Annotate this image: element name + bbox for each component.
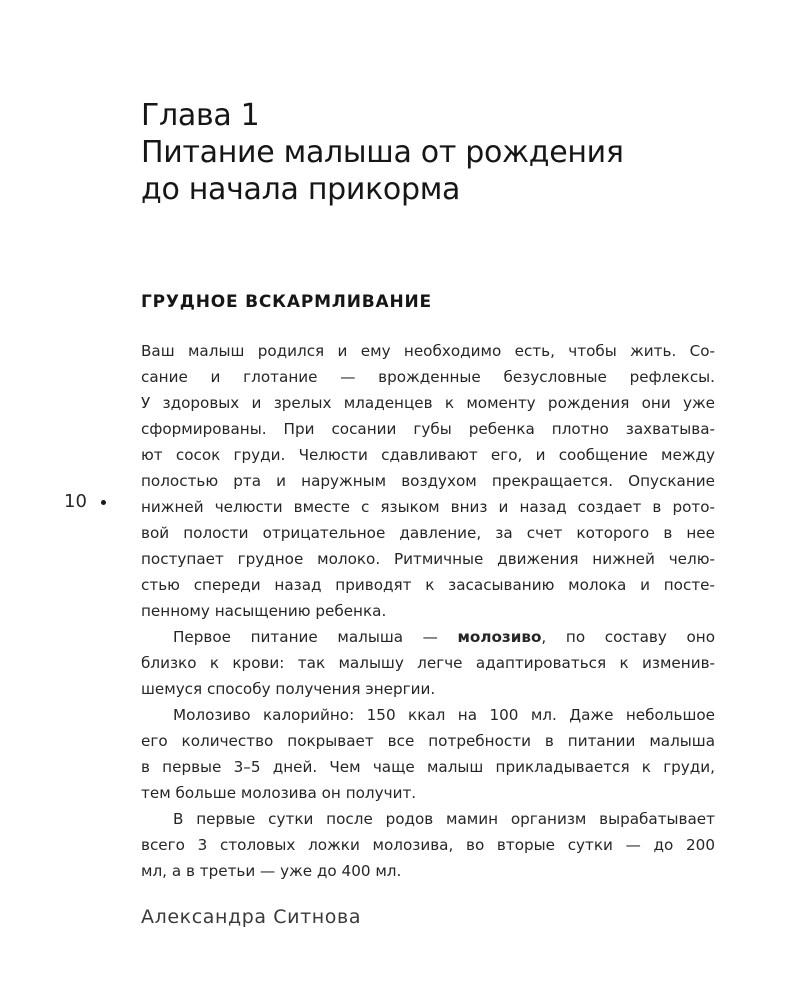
chapter-title-line-2: до начала прикорма (141, 172, 461, 207)
page-number: 10 (64, 491, 87, 512)
paragraph-line: шемуся способу получения энергии. (141, 680, 436, 698)
paragraph-line: У здоровых и зрелых младенцев к моменту рождения они уже (141, 394, 715, 412)
paragraph-line: полостью рта и наружным воздухом прекращается. Опускание (141, 472, 715, 490)
bullet-dot-icon (101, 500, 106, 505)
text-run: Первое питание малыша — (173, 628, 458, 646)
paragraph-line: В первые сутки после родов мамин организм вырабатывает (173, 810, 715, 828)
paragraph-line: всего 3 столовых ложки молозива, во вторые сутки — до 200 (141, 836, 715, 854)
author-name: Александра Ситнова (141, 906, 362, 928)
paragraph-line: мл, а в третьи — уже до 400 мл. (141, 862, 402, 880)
body-text (141, 338, 715, 884)
section-heading: ГРУДНОЕ ВСКАРМЛИВАНИЕ (141, 292, 432, 312)
chapter-title (141, 97, 741, 208)
paragraph-line: его количество покрывает все потребности в питании малыша (141, 732, 715, 750)
paragraph-line: ют сосок груди. Челюсти сдавливают его, и сообщение между (141, 446, 715, 464)
paragraph-line: нижней челюсти вместе с языком вниз и назад создает в рото- (141, 498, 715, 516)
paragraph-line: стью спереди назад приводят к засасыванию молока и посте- (141, 576, 715, 594)
chapter-title-line-1: Питание малыша от рождения (141, 135, 624, 170)
text-run: , по составу оно (541, 628, 715, 646)
paragraph-line: Ваш малыш родился и ему необходимо есть, чтобы жить. Со- (141, 342, 715, 360)
paragraph-line: тем больше молозива он получит. (141, 784, 417, 802)
chapter-label: Глава 1 (141, 98, 260, 133)
paragraph-line: вой полости отрицательное давление, за счет которого в нее (141, 524, 715, 542)
paragraph-line: сформированы. При сосании губы ребенка плотно захватыва- (141, 420, 715, 438)
paragraph-line (141, 624, 715, 650)
bold-term: молозиво (457, 628, 542, 646)
paragraph-line: Молозиво калорийно: 150 ккал на 100 мл. Даже небольшое (173, 706, 715, 724)
paragraph-line: пенному насыщению ребенка. (141, 602, 387, 620)
paragraph-line: сание и глотание — врожденные безусловные рефлексы. (141, 368, 715, 386)
paragraph-line: близко к крови: так малышу легче адаптироваться к изменив- (141, 654, 715, 672)
paragraph-line: поступает грудное молоко. Ритмичные движения нижней челю- (141, 550, 715, 568)
paragraph-line: в первые 3–5 дней. Чем чаще малыш прикладывается к груди, (141, 758, 715, 776)
